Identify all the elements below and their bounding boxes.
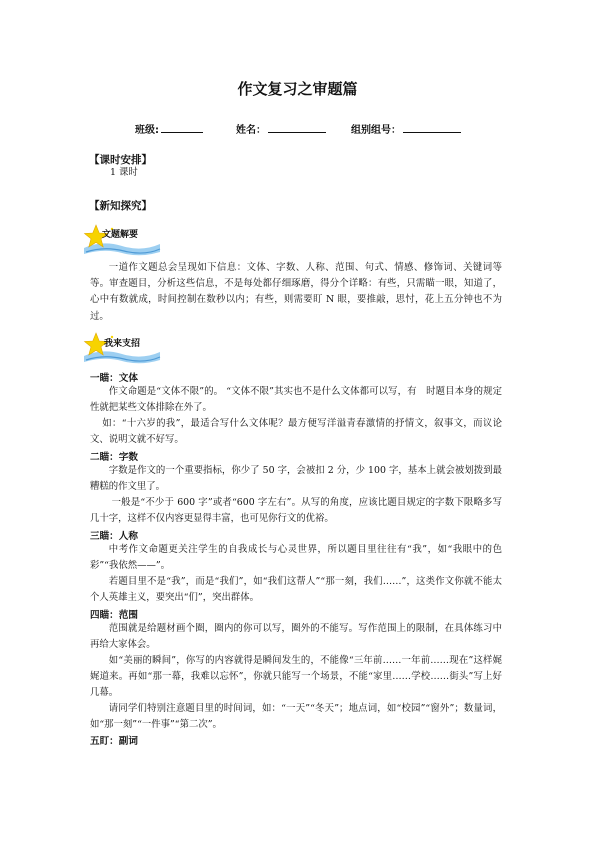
name-blank[interactable]: [268, 122, 326, 133]
item-paragraph: 如“美丽的瞬间”，你写的内容就得是瞬间发生的，不能像“三年前……一年前……现在”这样娓娓道来。再如“那一幕，我难以忘怀”，你就只能写一个场景，不能“家里……学校……街头”写上好几幕。: [90, 655, 502, 699]
item-paragraph: 请同学们特别注意题目里的时间词，如：“一天”“冬天”；地点词，如“校园”“窗外”；数量词，如“那一刻”“一件事”“第二次”。: [90, 703, 502, 731]
item-heading: 四瞄：范围: [90, 610, 138, 621]
badge-topic-analysis-label: 文题解要: [102, 230, 139, 240]
group-blank[interactable]: [403, 122, 461, 133]
student-info-fields: [0, 121, 595, 137]
item-paragraph: 范围就是给题材画个圈，圈内的你可以写，圈外的不能写。写作范围上的限制，在具体练习中再给大家体会。: [90, 623, 502, 651]
badge-topic-analysis: [82, 222, 162, 258]
group-label: 组别组号：: [351, 125, 401, 136]
schedule-heading: 【课时安排】: [89, 154, 152, 166]
item-paragraph: 作文命题是“文体不限”的。 “文体不限”其实也不是什么文体都可以写，有 时题目本身的规定性就把某些文体排除在外了。: [90, 386, 502, 414]
badge-tips: [82, 330, 162, 366]
item-heading: 三瞄：人称: [90, 531, 138, 542]
class-field[interactable]: [135, 121, 203, 136]
new-knowledge-heading: 【新知探究】: [89, 200, 152, 212]
item-heading: 五盯：副词: [90, 736, 138, 747]
item-heading: 一瞄：文体: [90, 373, 138, 384]
item-paragraph: 中考作文命题更关注学生的自我成长与心灵世界，所以题目里往往有“我”，如“我眼中的色彩”“我依然——”。: [90, 544, 502, 572]
item-paragraph: 字数是作文的一个重要指标，你少了 50 字，会被扣 2 分，少 100 字，基本上就会被划拨到最糟糕的作文里了。: [90, 465, 502, 493]
page-title: 作文复习之审题篇: [237, 80, 358, 98]
name-label: 姓名：: [236, 125, 266, 136]
item-paragraph: 一般是“不少于 600 字”或者“600 字左右”。从写的角度，应该比题目规定的字数下限略多写几十字，这样不仅内容更显得丰富，也可见你行文的优裕。: [90, 497, 502, 525]
item-heading: 二瞄：字数: [90, 452, 138, 463]
badge-tips-label: 我来支招: [104, 339, 141, 349]
group-field[interactable]: [351, 121, 461, 136]
class-label: 班级:: [135, 125, 159, 136]
class-blank[interactable]: [161, 122, 203, 133]
schedule-value: 1 课时: [110, 167, 138, 178]
item-paragraph: 如：“十六岁的我”，最适合写什么文体呢？最方便写洋溢青春激情的抒情文，叙事文，而议论文、说明文就不好写。: [90, 418, 502, 446]
intro-paragraph: 一道作文题总会呈现如下信息：文体、字数、人称、范围、句式、情感、修饰词、关键词等等。审查题目，分析这些信息，不是每处都仔细琢磨，得分个详略：有些，只需瞄一眼，知道了，心中有数就成，时间控制在数秒以内；有些，则需要盯 N 眼，要推敲，思忖，花上五分钟也不为过。: [90, 262, 502, 322]
name-field[interactable]: [236, 121, 326, 136]
item-paragraph: 若题目里不是“我”，而是“我们”，如“我们这帮人”“那一刻，我们……”，这类作文你就不能太个人英雄主义，要突出“们”，突出群体。: [90, 576, 502, 604]
